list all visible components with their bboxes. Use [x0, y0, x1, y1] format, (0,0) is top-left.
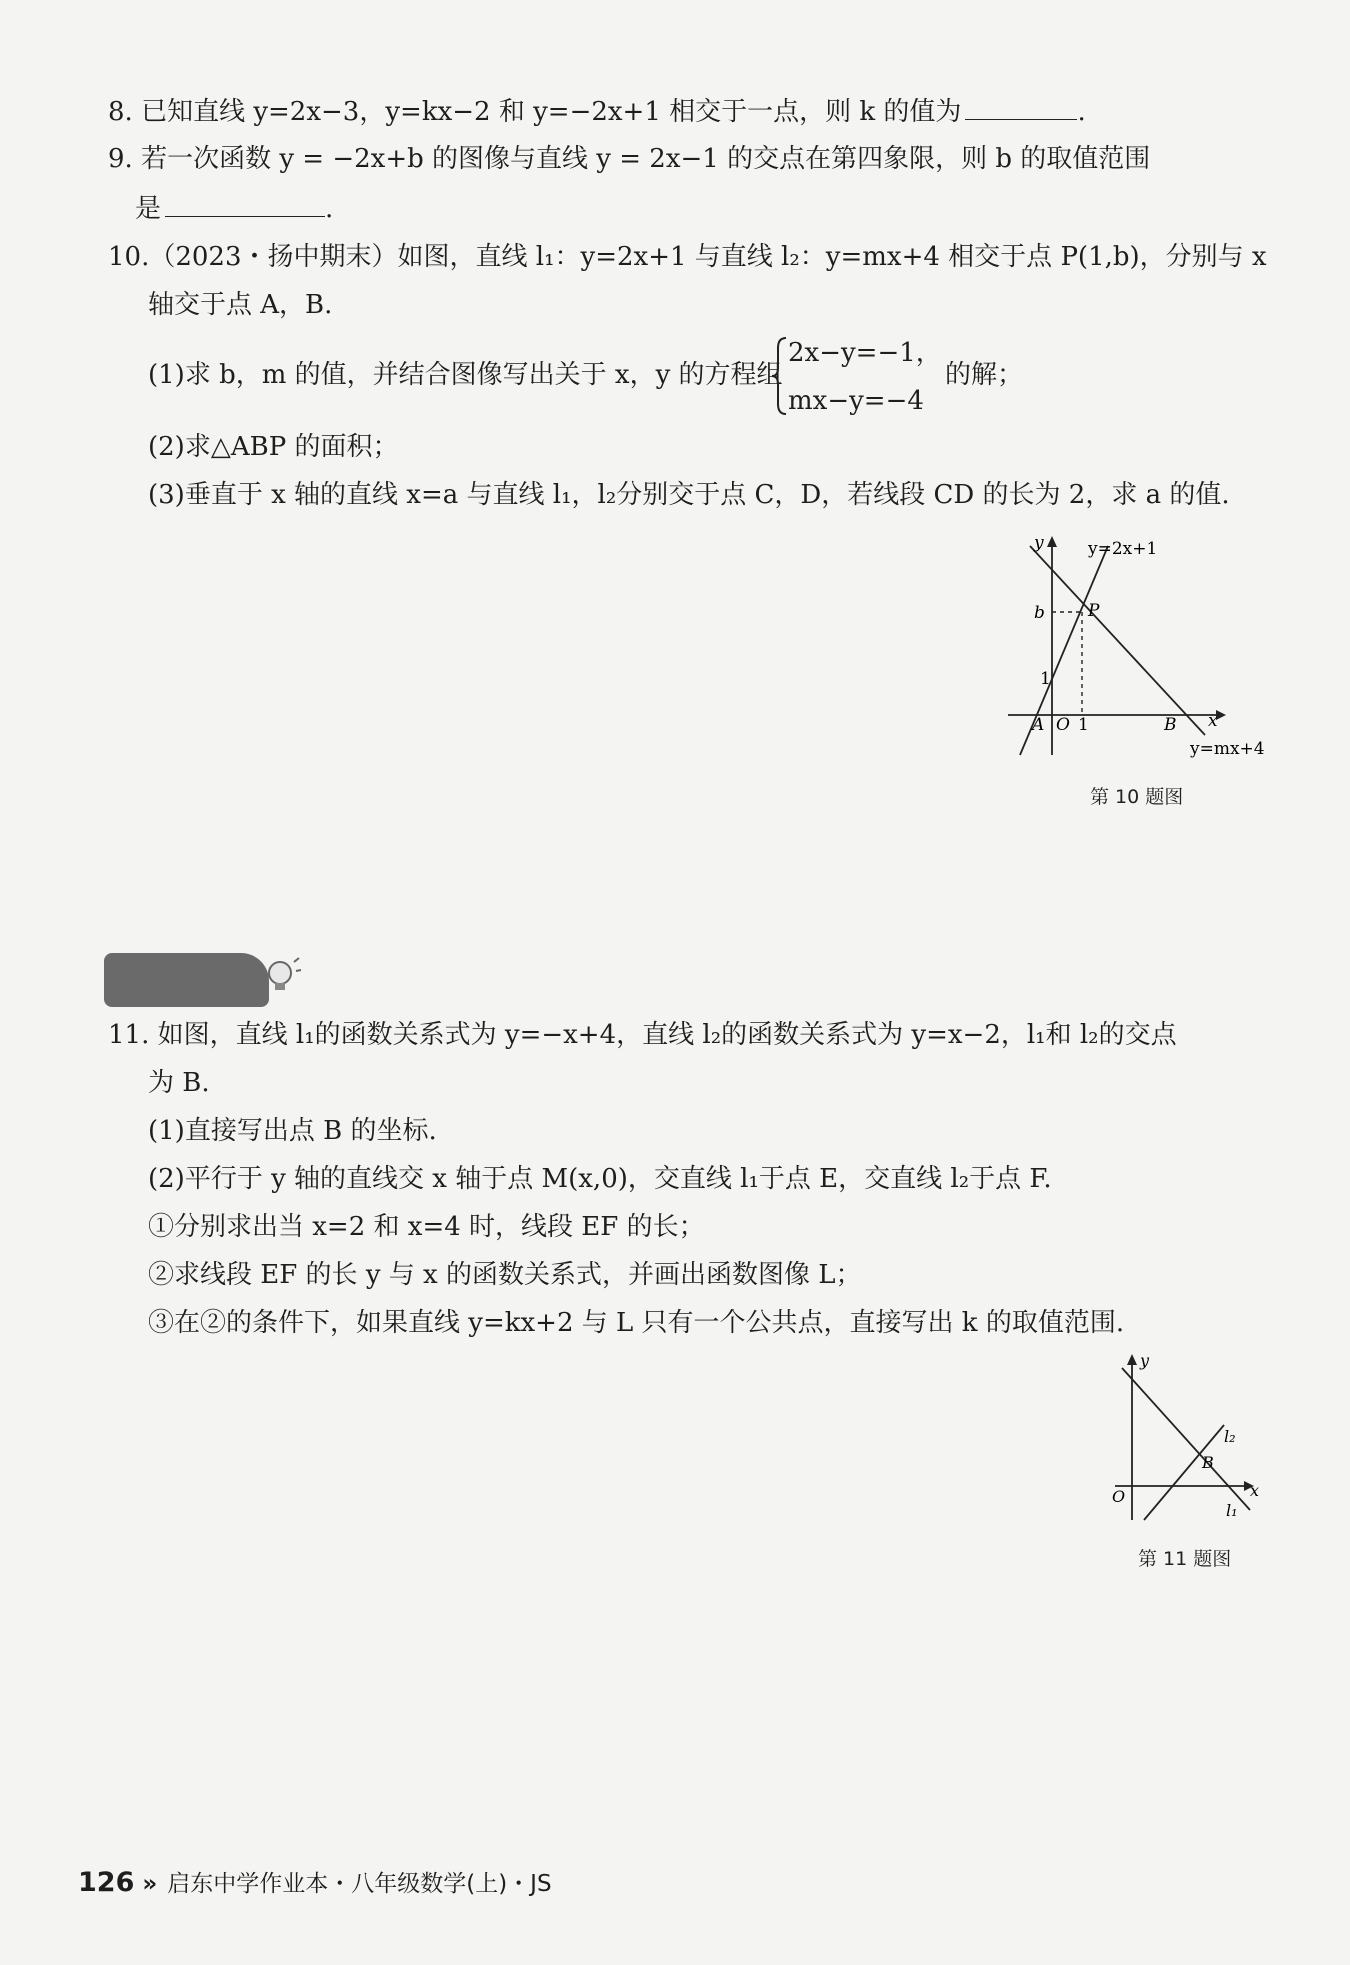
b-label: b [1034, 603, 1045, 623]
question-11-part2: (2)平行于 y 轴的直线交 x 轴于点 M(x,0)，交直线 l₁于点 E，交直线 l₂于点 F. [148, 1164, 1052, 1194]
point-B-label: B [1202, 1453, 1214, 1472]
question-10-part2: (2)求△ABP 的面积； [148, 432, 399, 462]
origin-label: O [1056, 715, 1070, 735]
question-10-line2: 轴交于点 A，B. [148, 290, 333, 320]
y-axis-arrow-icon [1127, 1354, 1137, 1365]
line-l1-label: y=2x+1 [1088, 539, 1158, 559]
question-11-sub2: ②求线段 EF 的长 y 与 x 的函数关系式，并画出函数图像 L； [148, 1260, 862, 1290]
equation-1: 2x−y=−1， [788, 338, 942, 368]
line-l1-label: l₁ [1226, 1501, 1238, 1520]
y-one-label: 1 [1040, 669, 1051, 689]
figure-11-graph [1100, 1350, 1270, 1530]
figure-11-caption: 第 11 题图 [1138, 1548, 1232, 1570]
line-l2 [1144, 1425, 1224, 1520]
equation-2: mx−y=−4 [788, 386, 924, 416]
point-A-label: A [1032, 715, 1045, 735]
question-10-part1-prefix: (1)求 b，m 的值，并结合图像写出关于 x，y 的方程组 [148, 360, 783, 390]
line-l2-label: l₂ [1224, 1427, 1236, 1446]
figure-10-caption: 第 10 题图 [1090, 786, 1184, 808]
page-number: 126 [78, 1867, 135, 1898]
question-9-line1: 9. 若一次函数 y = −2x+b 的图像与直线 y = 2x−1 的交点在第四象限，则 b 的取值范围 [108, 144, 1151, 174]
question-10-part3: (3)垂直于 x 轴的直线 x=a 与直线 l₁，l₂分别交于点 C，D，若线段 CD 的长为 2，求 a 的值. [148, 480, 1230, 510]
answer-blank [965, 93, 1077, 120]
y-axis-label: y [1034, 533, 1044, 553]
line-l2-label: y=mx+4 [1190, 739, 1265, 759]
question-11-line1: 11. 如图，直线 l₁的函数关系式为 y=−x+4，直线 l₂的函数关系式为 y=x−2，l₁和 l₂的交点 [108, 1020, 1177, 1050]
question-11-part1: (1)直接写出点 B 的坐标. [148, 1116, 437, 1146]
page-footer [78, 1865, 552, 1898]
section-title-badge [104, 953, 269, 1007]
question-11-sub3: ③在②的条件下，如果直线 y=kx+2 与 L 只有一个公共点，直接写出 k 的取值范围. [148, 1308, 1125, 1338]
question-10-part1-suffix: 的解； [945, 360, 1024, 390]
double-chevron-icon: » [142, 1871, 158, 1897]
question-11-sub1: ①分别求出当 x=2 和 x=4 时，线段 EF 的长； [148, 1212, 705, 1242]
x-one-label: 1 [1078, 715, 1089, 735]
lightbulb-icon [262, 956, 302, 996]
answer-blank [165, 190, 325, 217]
line-l2 [1030, 546, 1205, 735]
origin-label: O [1112, 1487, 1126, 1506]
question-8: 8. 已知直线 y=2x−3，y=kx−2 和 y=−2x+1 相交于一点，则 k 的值为 . [108, 93, 1086, 129]
question-11-line2: 为 B. [148, 1068, 210, 1098]
question-9-text: 是 [135, 194, 162, 224]
point-B-label: B [1164, 715, 1177, 735]
x-axis-label: x [1250, 1481, 1260, 1500]
y-axis-label: y [1140, 1351, 1150, 1370]
figure-10-graph [990, 530, 1280, 770]
y-axis-arrow-icon [1047, 536, 1057, 547]
question-9-line2: 是 . [135, 190, 333, 226]
x-axis-label: x [1208, 711, 1218, 731]
question-8-text: 8. 已知直线 y=2x−3，y=kx−2 和 y=−2x+1 相交于一点，则 k 的值为 [108, 97, 962, 127]
point-P-label: P [1088, 601, 1100, 621]
question-10-line1: 10.（2023・扬中期末）如图，直线 l₁：y=2x+1 与直线 l₂：y=mx+4 相交于点 P(1,b)，分别与 x [108, 242, 1267, 272]
book-title: 启东中学作业本・八年级数学(上)・JS [167, 1871, 552, 1897]
brace-icon [770, 336, 790, 416]
